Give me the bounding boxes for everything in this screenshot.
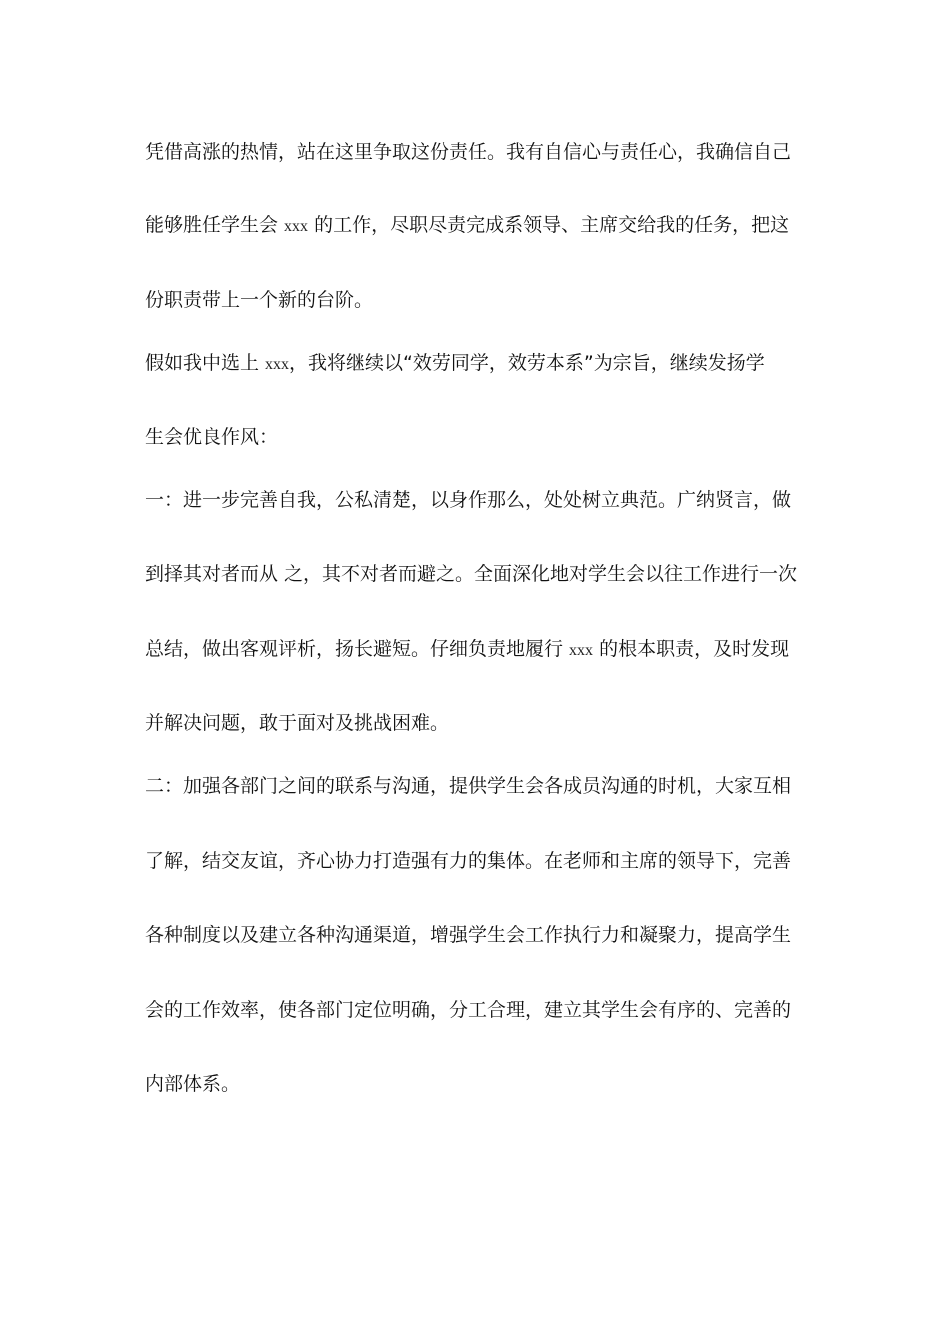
paragraph-line: 总结，做出客观评析，扬长避短。仔细负责地履行 xxx 的根本职责，及时发现 <box>145 638 790 660</box>
paragraph-line: 到择其对者而从 之，其不对者而避之。全面深化地对学生会以往工作进行一次 <box>145 563 798 585</box>
paragraph-line: 各种制度以及建立各种沟通渠道，增强学生会工作执行力和凝聚力，提高学生 <box>145 924 792 946</box>
paragraph-line: 会的工作效率，使各部门定位明确，分工合理，建立其学生会有序的、完善的 <box>145 999 792 1021</box>
paragraph-line: 并解决问题，敢于面对及挑战困难。 <box>145 712 450 734</box>
paragraph-line: 内部体系。 <box>145 1073 241 1095</box>
paragraph-line: 能够胜任学生会 xxx 的工作，尽职尽责完成系领导、主席交给我的任务，把这 <box>145 214 790 236</box>
paragraph-line: 了解，结交友谊，齐心协力打造强有力的集体。在老师和主席的领导下，完善 <box>145 850 792 872</box>
paragraph-line: 生会优良作风： <box>145 426 279 448</box>
paragraph-line: 一：进一步完善自我，公私清楚，以身作那么，处处树立典范。广纳贤言，做 <box>145 489 792 511</box>
paragraph-line: 二：加强各部门之间的联系与沟通，提供学生会各成员沟通的时机，大家互相 <box>145 775 792 797</box>
paragraph-line: 份职责带上一个新的台阶。 <box>145 289 374 311</box>
paragraph-line: 凭借高涨的热情，站在这里争取这份责任。我有自信心与责任心，我确信自己 <box>145 141 792 163</box>
paragraph-line: 假如我中选上 xxx，我将继续以“效劳同学，效劳本系”为宗旨，继续发扬学 <box>145 352 765 374</box>
